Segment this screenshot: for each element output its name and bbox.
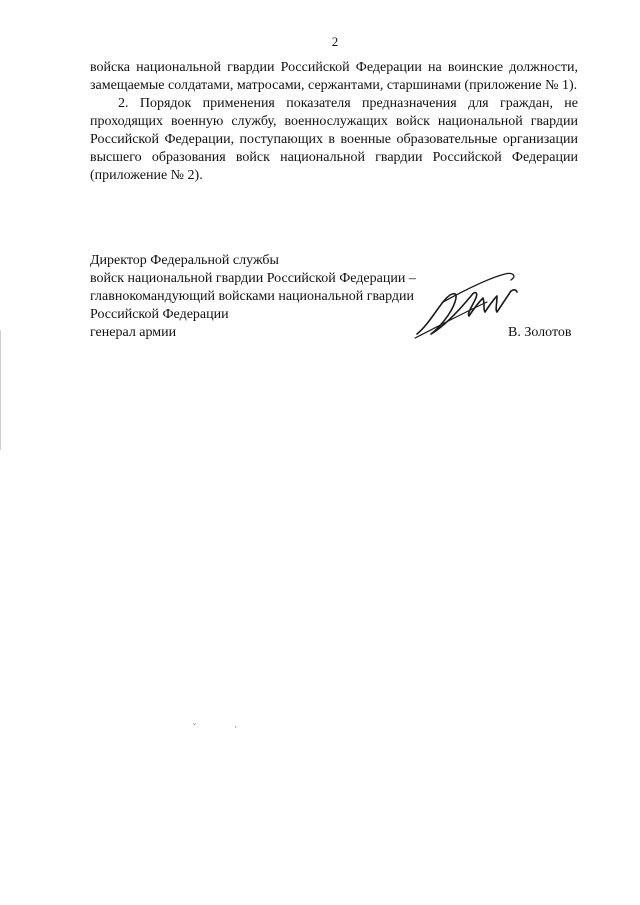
signatory-name: В. Золотов — [508, 325, 572, 340]
signatory-title-line-3: главнокомандующий войсками национальной гвардии — [90, 289, 415, 304]
page-number: 2 — [331, 34, 339, 49]
scan-margin-line — [0, 330, 1, 450]
signatory-title-line-2: войск национальной гвардии Российской Федерации – — [90, 271, 416, 286]
document-body — [90, 59, 578, 185]
signatory-title-line-4: Российской Федерации — [90, 307, 229, 322]
signatory-title-block — [90, 252, 416, 342]
signatory-rank: генерал армии — [90, 325, 177, 340]
scan-artifact-marks: ˘ · — [193, 722, 256, 732]
paragraph-item-2: 2. Порядок применения показателя предназначения для граждан, не проходящих военную службу, военнослужащих войск национальной гвардии Российской Федерации, поступающих в военные образовательные организации высшего образования войск национальной гвардии Российской Федерации (приложение № 2). — [90, 96, 578, 183]
signatory-title-line-1: Директор Федеральной службы — [90, 253, 279, 268]
handwritten-signature — [405, 268, 525, 348]
paragraph-continuation: войска национальной гвардии Российской Федерации на воинские должности, замещаемые солдатами, матросами, сержантами, старшинами (приложение № 1). — [90, 60, 578, 93]
